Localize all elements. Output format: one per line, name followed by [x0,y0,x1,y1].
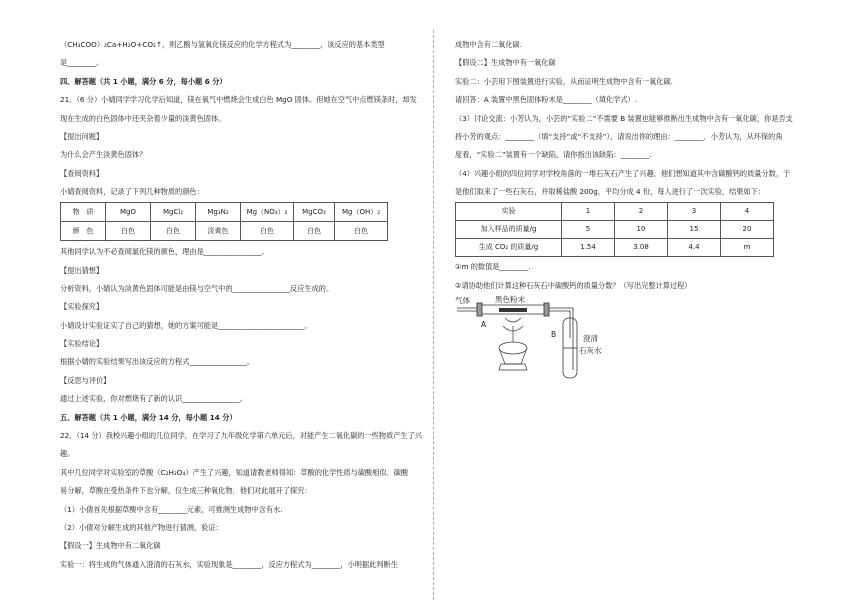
right-column [455,40,800,388]
apparatus-a-label: A [481,319,487,329]
table-cell: MgO [106,203,151,222]
table-cell: 白色 [106,222,151,241]
section4-title: 四、解答题（共 1 小题，满分 6 分，每小题 6 分） [60,76,227,86]
table-cell: 5 [562,221,615,239]
q21-line-2: 现在生成的白色固体中还夹杂着少量的淡黄色固体。 [60,113,226,123]
table-cell: MgCl₂ [151,203,196,222]
q22-line-2: 趣。 [60,449,75,459]
column-divider [433,30,434,600]
right-line-4: 请回答：A 装置中黑色固体粉末是________（填化学式）. [455,95,637,105]
right-line-9: 是他们取来了一些石灰石，并取稀盐酸 200g，平均分成 4 份，每人进行了一次实验，结果如下： [455,187,766,197]
right-line-5: （3）讨论交流：小芳认为，小芸的“实验二”不需要 B 装置也能够推断出生成物中含有一氧化碳，你是否支 [455,113,793,123]
q22-line-3: 其中几位同学对实验室的草酸（C₂H₂O₄）产生了兴趣，知道请教老师得知：草酸的化学性质与碳酸相似．碳酸 [60,467,409,477]
apparatus-diagram [455,296,615,388]
q22-line-7: 【假设一】生成物中有二氧化碳 [60,541,161,551]
table-cell: 4.4 [668,239,721,257]
table-header-cell: 1 [562,203,615,221]
table-cell: 15 [668,221,721,239]
table-cell: 加入样品的质量/g [456,221,562,239]
apparatus-b-label: B [551,329,557,339]
black-powder-icon [499,308,527,312]
tag-question: 【提出问题】 [60,131,104,141]
right-line-1: 成物中含有二氧化碳. [455,40,522,49]
table-cell: 20 [721,221,774,239]
table-header-cell: 2 [615,203,668,221]
table-row [456,221,774,239]
q21-line-1: 21．（6 分）小婧同学学习化学后知道，镁在氧气中燃烧会生成白色 MgO 固体。但她在空气中点燃镁条时，却发 [60,95,417,105]
limewater-label: 石灰水 [579,345,602,355]
table-cell: 白色 [294,222,335,241]
tag-reflection: 【反思与评价】 [60,375,111,385]
tag-experiment: 【实验探究】 [60,302,104,312]
section5-title: 五、解答题（共 1 小题，满分 14 分，每小题 14 分） [60,412,237,422]
table-header-cell: 4 [721,203,774,221]
table-cell: 白色 [241,222,294,241]
table-row [61,203,388,222]
experiment-text: 小婧设计实验证实了自己的猜想，她的方案可能是________________________。 [60,320,312,330]
magnesium-color-table [60,202,388,241]
left-column [60,40,425,569]
table-row [456,203,774,221]
powder-label: 黑色粉末 [495,294,525,304]
table-header-cell: 实验 [456,203,562,221]
right-line-2: 【假设二】生成物中有一氧化碳 [455,58,556,68]
tag-info: 【查阅资料】 [60,168,104,178]
table-cell: 生成 CO₂ 的质量/g [456,239,562,257]
table-row [456,239,774,257]
question-text: 为什么会产生淡黄色固体？ [60,150,147,160]
right-line-7: 度看，“实验二”装置有一个缺陷，请你指出该缺陷：________. [455,150,652,160]
table-cell: 颜 色 [61,222,106,241]
table-cell: Mg（OH）₂ [335,203,388,222]
table-row [61,222,388,241]
limestone-experiment-table [455,202,774,257]
right-line-6: 持小芳的观点：________（填“支持”或“不支持”），请说出你的理由：________．小芳认为，从环保的角 [455,131,783,141]
q22-line-6: （2）小倩对分解生成的其他产物进行猜测、验证： [60,522,223,532]
table-cell: 1.54 [562,239,615,257]
intro-line-2: 是________。 [60,58,104,68]
reflection-text: 通过上述实验，你对燃烧有了新的认识________________。 [60,394,247,404]
tag-hypothesis: 【提出猜想】 [60,265,104,275]
table-cell: 3.08 [615,239,668,257]
hypothesis-text: 分析资料，小婧认为淡黄色固体可能是由镁与空气中的________________反应生成的。 [60,283,334,293]
right-line-8: （4）兴趣小组的四位同学对学校角落的一堆石灰石产生了兴趣，他们想知道其中含碳酸钙的质量分数，于 [455,168,791,178]
gas-label: 气体 [455,295,470,305]
table-cell: Mg（NO₃）₂ [241,203,294,222]
table-cell: 淡黄色 [196,222,241,241]
table-cell: 物 质 [61,203,106,222]
q22-line-5: （1）小倩首先根据草酸中含有________元素，可推测生成物中含有水. [60,504,283,514]
table-cell: 白色 [335,222,388,241]
sub-question-1: ①m 的数值是________. [455,262,531,272]
clear-label: 澄清 [583,333,598,343]
table-cell: 10 [615,221,668,239]
q22-line-4: 易分解，草酸在受热条件下也分解，仅生成三种氧化物．他们对此展开了探究： [60,486,312,496]
q22-line-8: 实验一：将生成的气体通入澄清的石灰水，实验现象是________，反应方程式为________，小明据此判断生 [60,559,398,569]
q22-line-1: 22．（14 分）我校兴趣小组的几位同学，在学习了九年级化学第六单元后，对能产生二氧化碳的一些物质产生了兴 [60,431,422,441]
table-cell: MgCO₃ [294,203,335,222]
table-cell: m [721,239,774,257]
sub-question-2: ②请协助他们计算这种石灰石中碳酸钙的质量分数？（写出完整计算过程） [455,280,692,290]
intro-line-1: （CH₃COO）₂Ca+H₂O+CO₂↑，则乙酸与氢氧化镁反应的化学方程式为________，该反应的基本类型 [60,40,385,49]
tag-conclusion: 【实验结论】 [60,339,104,349]
table-header-cell: 3 [668,203,721,221]
right-line-3: 实验二：小芸用下图装置进行实验，从而证明生成物中含有一氧化碳. [455,76,673,86]
table-cell: Mg₃N₂ [196,203,241,222]
table-cell: 白色 [151,222,196,241]
after-table-text: 其他同学认为不必查阅氯化镁的颜色，理由是________________。 [60,247,269,257]
info-text: 小婧查阅资料，记录了下列几种物质的颜色： [60,187,204,197]
conclusion-text: 根据小婧的实验结果写出该反应的方程式________________。 [60,357,255,367]
